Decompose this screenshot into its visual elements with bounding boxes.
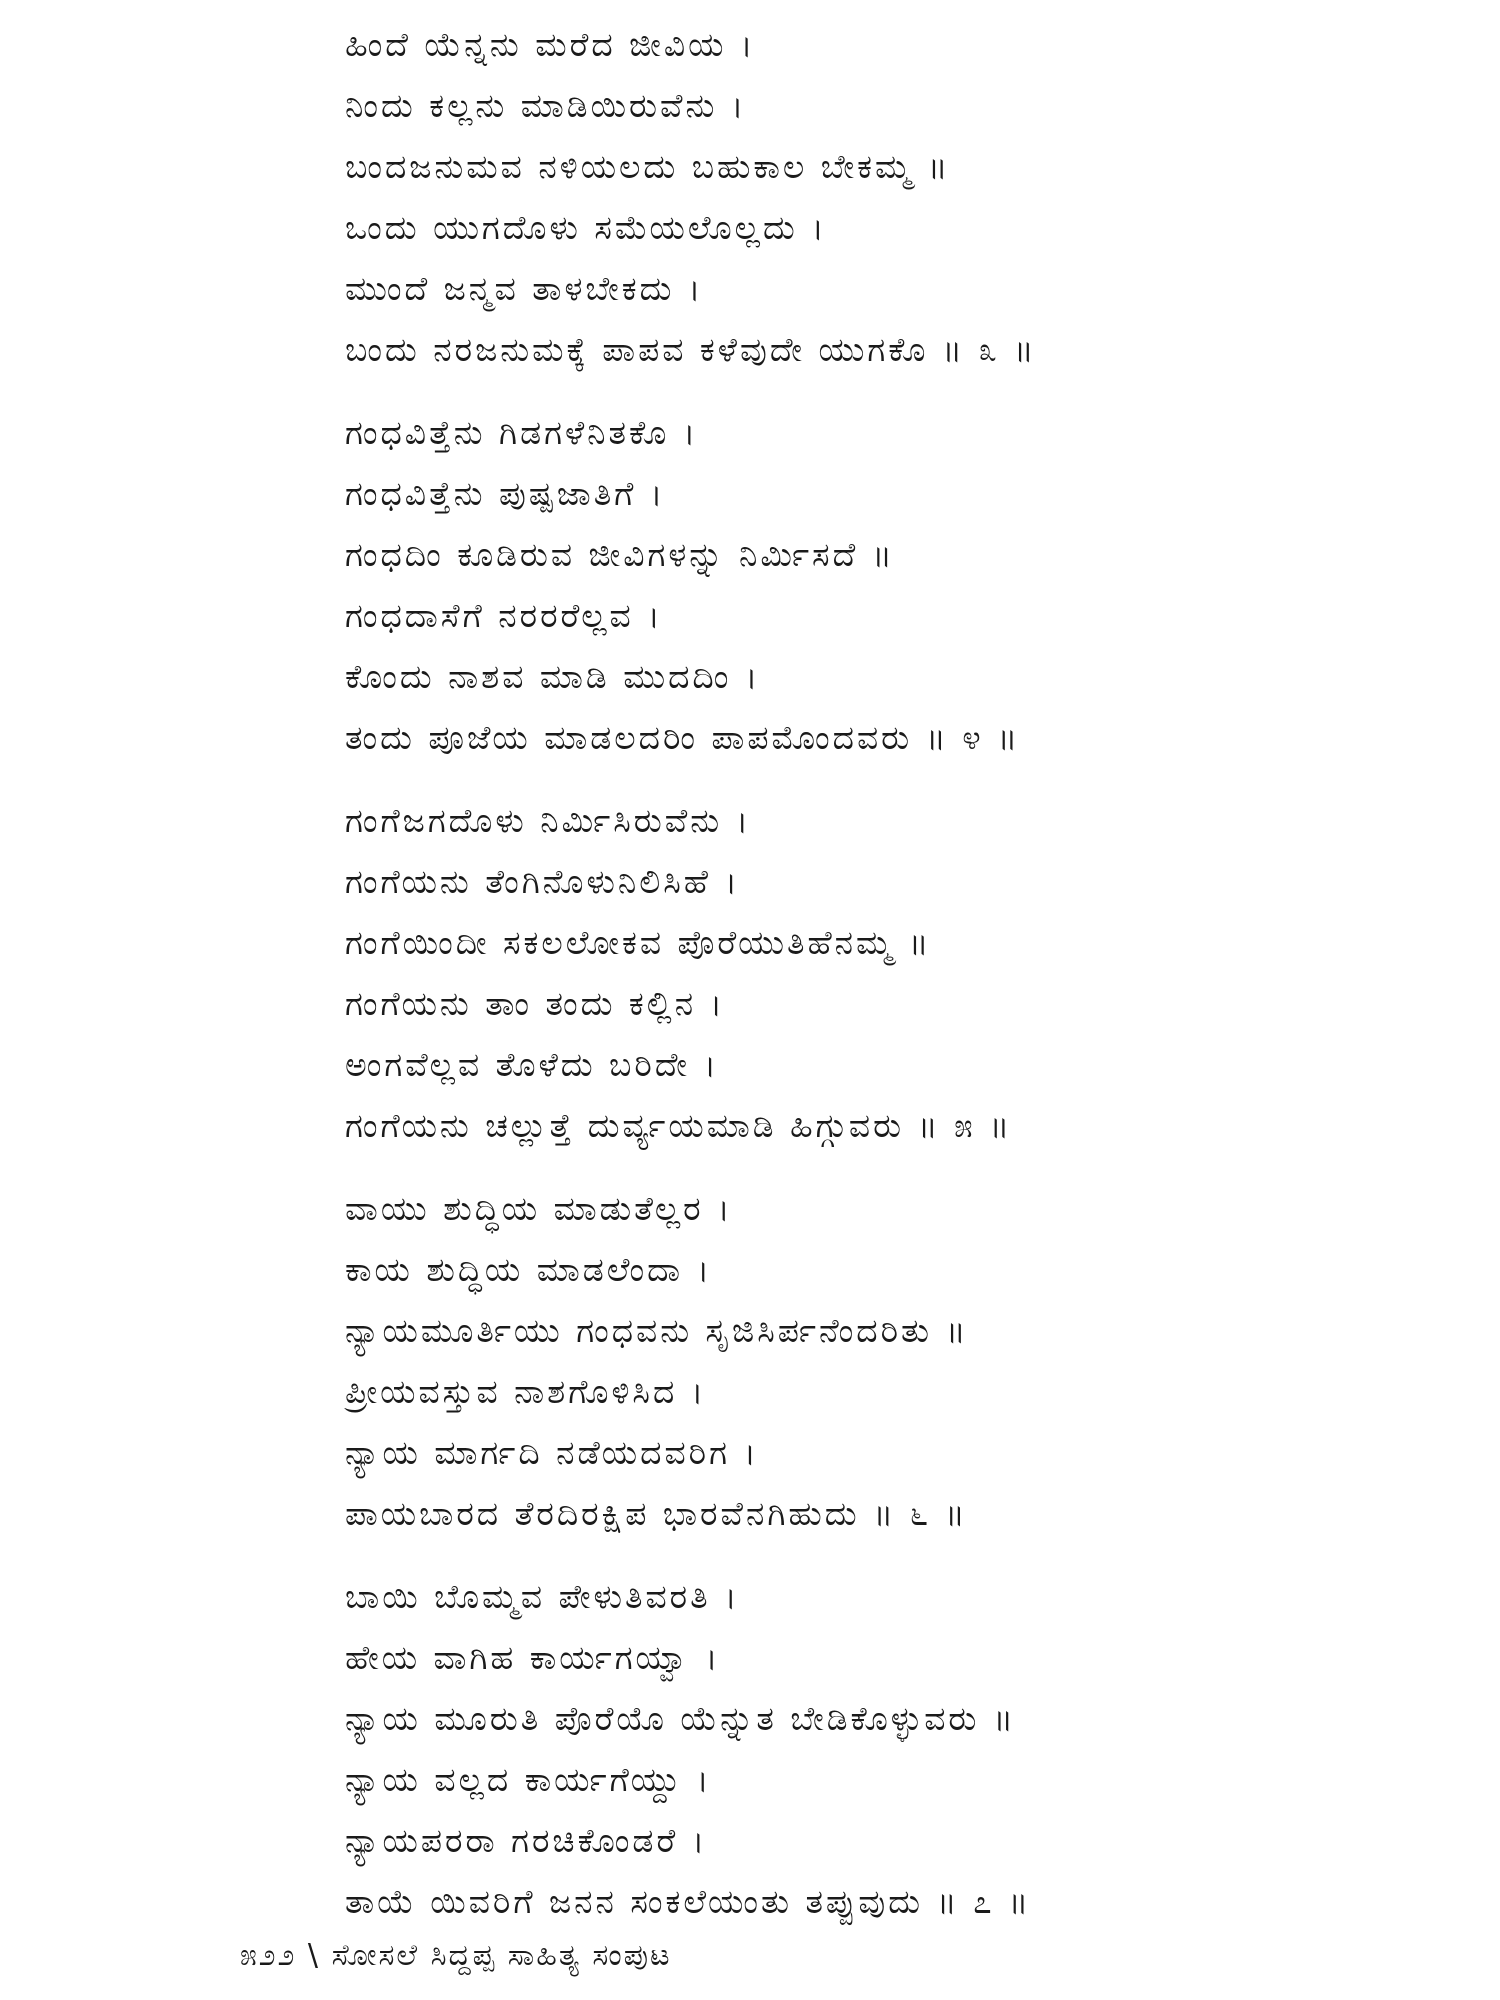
stanza-5 [345,790,1425,1156]
stanza-6 [345,1178,1425,1544]
verse-line: ಬಂದು ನರಜನುಮಕ್ಕೆ ಪಾಪವ ಕಳೆವುದೇ ಯುಗಕೊ ॥ ೩ ॥ [345,330,1037,369]
verse-line: ಗಂಗೆಜಗದೊಳು ನಿರ್ಮಿಸಿರುವೆನು । [345,801,752,840]
verse-line: ತಾಯೆ ಯಿವರಿಗೆ ಜನನ ಸಂಕಲೆಯಂತು ತಪ್ಪುವುದು ॥ ೭ ॥ [345,1882,1032,1921]
page-footer: ೫೨೨ \ ಸೋಸಲೆ ಸಿದ್ದಪ್ಪ ಸಾಹಿತ್ಯ ಸಂಪುಟ [240,1938,672,1973]
verse-line: ನ್ಯಾಯಪರರಾ ಗರಚಿಕೊಂಡರೆ । [345,1821,708,1860]
verse-line: ಗಂಧವಿತ್ತೆನು ಪುಷ್ಪಜಾತಿಗೆ । [345,474,666,513]
verse-line: ನ್ಯಾಯ ಮಾರ್ಗದಿ ನಡೆಯದವರಿಗ । [345,1433,759,1472]
verse-line: ಪ್ರೀಯವಸ್ತುವ ನಾಶಗೊಳಿಸಿದ । [345,1372,707,1411]
verse-line: ಗಂಗೆಯಿಂದೀ ಸಕಲಲೋಕವ ಪೊರೆಯುತಿಹೆನಮ್ಮ ॥ [345,923,932,962]
verse-line: ಗಂಗೆಯನು ತಾಂ ತಂದು ಕಲ್ಲಿನ । [345,984,726,1023]
verse-line: ಗಂಧವಿತ್ತೆನು ಗಿಡಗಳೆನಿತಕೊ । [345,413,699,452]
verse-line: ಹಿಂದೆ ಯೆನ್ನನು ಮರೆದ ಜೀವಿಯ । [345,25,756,64]
poem-body [345,14,1425,1954]
verse-line: ಒಂದು ಯುಗದೊಳು ಸಮೆಯಲೊಲ್ಲದು । [345,208,827,247]
stanza-3 [345,14,1425,380]
verse-line: ಗಂಧದಾಸೆಗೆ ನರರರೆಲ್ಲವ । [345,596,663,635]
verse-line: ಹೇಯ ವಾಗಿಹ ಕಾರ್ಯಗಯ್ವಾ । [345,1638,721,1677]
verse-line: ಗಂಗೆಯನು ಚಲ್ಲುತ್ತೆ ದುರ್ವ್ಯಯಮಾಡಿ ಹಿಗ್ಗುವರು ॥ ೫ ॥ [345,1106,1013,1145]
verse-line: ಕೊಂದು ನಾಶವ ಮಾಡಿ ಮುದದಿಂ । [345,657,761,696]
verse-line: ನಿಂದು ಕಲ್ಲನು ಮಾಡಿಯಿರುವೆನು । [345,86,747,125]
stanza-7 [345,1566,1425,1932]
verse-line: ಅಂಗವೆಲ್ಲವ ತೊಳೆದು ಬರಿದೇ । [345,1045,719,1084]
verse-line: ಬಂದಜನುಮವ ನಳಿಯಲದು ಬಹುಕಾಲ ಬೇಕಮ್ಮ ॥ [345,147,951,186]
verse-line: ನ್ಯಾಯ ಮೂರುತಿ ಪೊರೆಯೊ ಯೆನ್ನುತ ಬೇಡಿಕೊಳ್ಳುವರು ॥ [345,1699,1016,1738]
verse-line: ಗಂಗೆಯನು ತೆಂಗಿನೊಳುನಿಲಿಸಿಹೆ । [345,862,740,901]
verse-line: ತಂದು ಪೂಜೆಯ ಮಾಡಲದರಿಂ ಪಾಪಮೊಂದವರು ॥ ೪ ॥ [345,718,1021,757]
stanza-4 [345,402,1425,768]
verse-line: ಕಾಯ ಶುದ್ಧಿಯ ಮಾಡಲೆಂದಾ । [345,1250,713,1289]
verse-line: ಗಂಧದಿಂ ಕೂಡಿರುವ ಜೀವಿಗಳನ್ನು ನಿರ್ಮಿಸದೆ ॥ [345,535,895,574]
verse-line: ವಾಯು ಶುದ್ಧಿಯ ಮಾಡುತೆಲ್ಲರ । [345,1189,733,1228]
verse-line: ನ್ಯಾಯ ವಲ್ಲದ ಕಾರ್ಯಗೆಯ್ದು । [345,1760,712,1799]
verse-line: ನ್ಯಾಯಮೂರ್ತಿಯು ಗಂಧವನು ಸೃಜಿಸಿರ್ಪನೆಂದರಿತು ॥ [345,1311,969,1350]
verse-line: ಮುಂದೆ ಜನ್ಮವ ತಾಳಬೇಕದು । [345,269,704,308]
verse-line: ಪಾಯಬಾರದ ತೆರದಿರಕ್ಷಿಪ ಭಾರವೆನಗಿಹುದು ॥ ೬ ॥ [345,1494,968,1533]
verse-line: ಬಾಯಿ ಬೊಮ್ಮವ ಪೇಳುತಿವರತಿ । [345,1577,740,1616]
